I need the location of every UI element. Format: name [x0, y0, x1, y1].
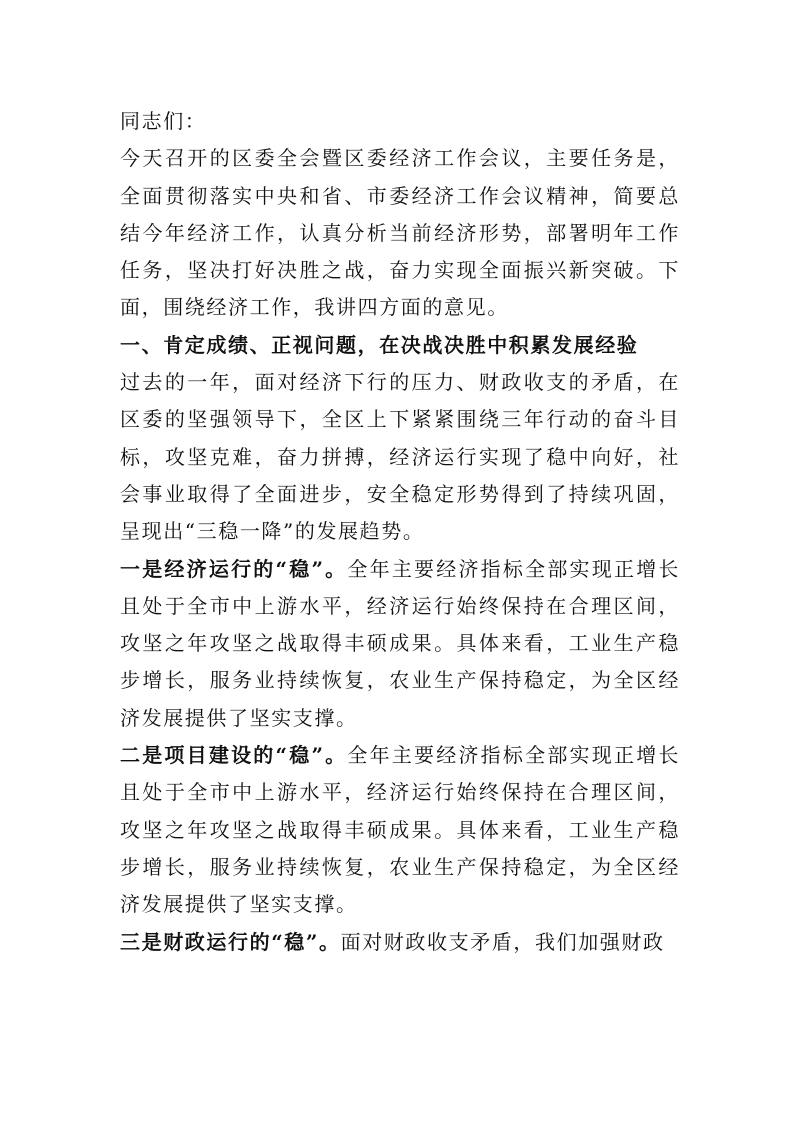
- item-lead: 三是财政运行的“稳”。: [120, 929, 341, 954]
- item-body: 全年主要经济指标全部实现正增长且处于全市中上游水平，经济运行始终保持在合理区间，攻坚之年攻坚之战取得丰硕成果。具体来看，工业生产稳步增长，服务业持续恢复，农业生产保持稳定，为全区经济发展提供了坚实支撑。: [120, 556, 681, 730]
- item-body: 面对财政收支矛盾，我们加强财政: [340, 929, 665, 954]
- item-body: 全年主要经济指标全部实现正增长且处于全市中上游水平，经济运行始终保持在合理区间，攻坚之年攻坚之战取得丰硕成果。具体来看，工业生产稳步增长，服务业持续恢复，农业生产保持稳定，为全区经济发展提供了坚实支撑。: [120, 743, 681, 917]
- item-paragraph-economy: [120, 551, 680, 737]
- section-body-paragraph: 过去的一年，面对经济下行的压力、财政收支的矛盾，在区委的坚强领导下，全区上下紧紧围绕三年行动的奋斗目标，攻坚克难，奋力拼搏，经济运行实现了稳中向好，社会事业取得了全面进步，安全稳定形势得到了持续巩固，呈现出“三稳一降”的发展趋势。: [120, 370, 680, 544]
- item-paragraph-finance: [120, 924, 680, 961]
- item-lead: 二是项目建设的“稳”。: [120, 743, 348, 768]
- salutation: 同志们：: [120, 109, 207, 133]
- document-page: [120, 103, 680, 961]
- section-heading: 一、肯定成绩、正视问题，在决战决胜中积累发展经验: [120, 332, 639, 357]
- item-lead: 一是经济运行的“稳”。: [120, 556, 348, 581]
- intro-paragraph: 今天召开的区委全会暨区委经济工作会议，主要任务是，全面贯彻落实中央和省、市委经济工作会议精神，简要总结今年经济工作，认真分析当前经济形势，部署明年工作任务，坚决打好决胜之战，奋力实现全面振兴新突破。下面，围绕经济工作，我讲四方面的意见。: [120, 146, 680, 320]
- item-paragraph-projects: [120, 737, 680, 923]
